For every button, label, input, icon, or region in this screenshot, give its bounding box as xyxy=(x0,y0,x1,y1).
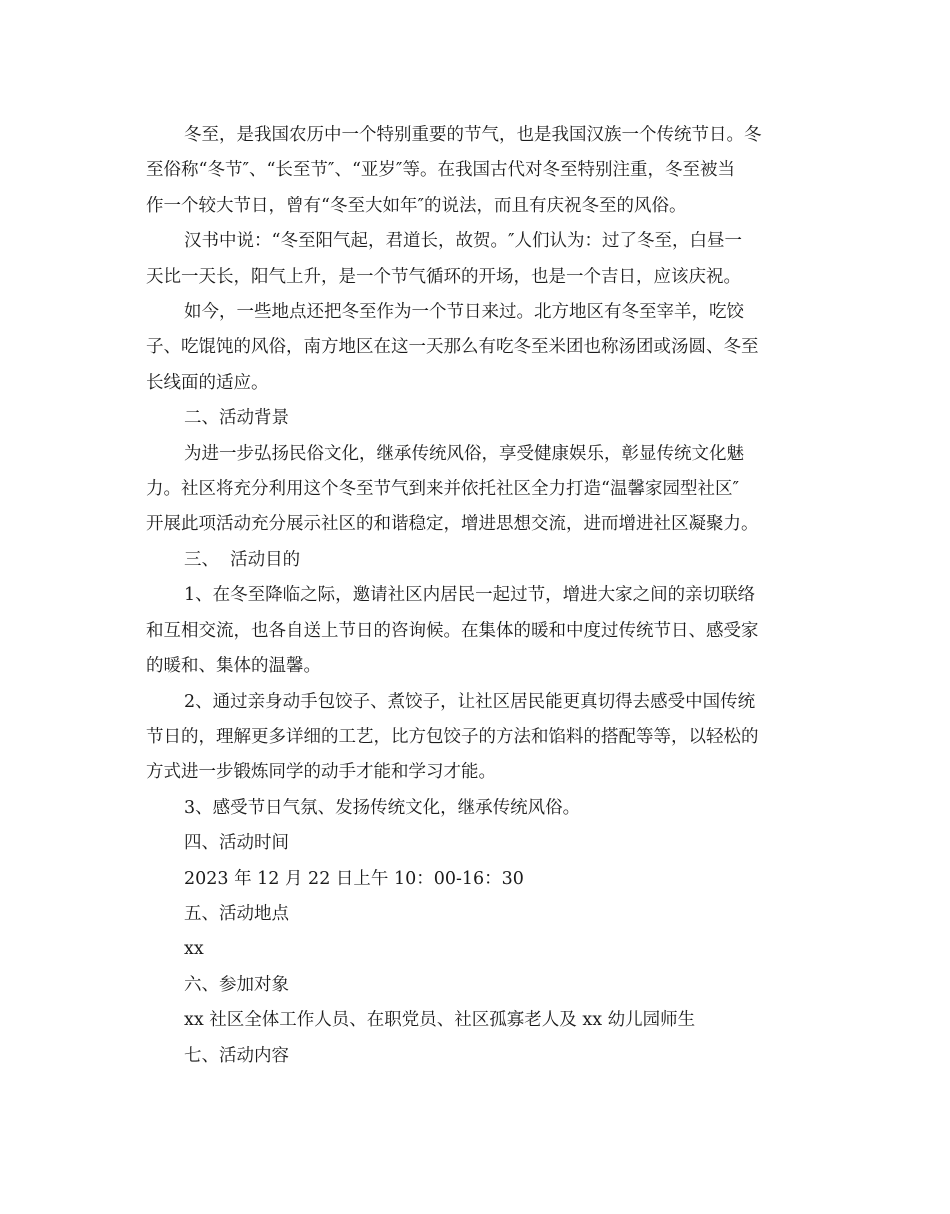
text-line: 天比一天长，阳气上升，是一个节气循环的开场，也是一个吉日，应该庆祝。 xyxy=(146,266,741,287)
section-heading-background xyxy=(146,401,811,436)
section-heading-location xyxy=(146,897,811,932)
text-line: 2、通过亲身动手包饺子、煮饺子，让社区居民能更真切得去感受中国传统 xyxy=(184,691,756,712)
paragraph-participants xyxy=(146,1003,811,1038)
heading-text: 五、活动地点 xyxy=(184,903,289,924)
section-heading-time xyxy=(146,826,811,861)
section-heading-content xyxy=(146,1039,811,1074)
heading-text: 四、活动时间 xyxy=(184,833,289,854)
text-line: 汉书中说：“冬至阳气起，君道长，故贺。″人们认为：过了冬至，白昼一 xyxy=(184,231,742,252)
text-line: 力。社区将充分利用这个冬至节气到来并依托社区全力打造“温馨家园型社区″ xyxy=(146,479,739,500)
paragraph-goal-3 xyxy=(146,791,811,826)
text-line: 如今，一些地点还把冬至作为一个节日来过。北方地区有冬至宰羊，吃饺 xyxy=(184,302,744,323)
paragraph-goal-1 xyxy=(146,578,811,684)
heading-text: 三、 活动目的 xyxy=(184,549,301,570)
text-line: 为进一步弘扬民俗文化，继承传统风俗，享受健康娱乐，彰显传统文化魅 xyxy=(184,443,744,464)
text-line: 开展此项活动充分展示社区的和谐稳定，增进思想交流，进而增进社区凝聚力。 xyxy=(146,514,759,535)
paragraph-time xyxy=(146,862,811,897)
text-line: 的暖和、集体的温馨。 xyxy=(146,656,321,677)
text-line: 方式进一步锻炼同学的动手才能和学习才能。 xyxy=(146,762,496,783)
paragraph-intro-1 xyxy=(146,118,811,224)
document-body xyxy=(146,118,811,1074)
text-line: 至俗称“冬节″、“长至节″、“亚岁″等。在我国古代对冬至特别注重，冬至被当 xyxy=(146,160,735,181)
paragraph-background xyxy=(146,437,811,543)
text-line: xx 社区全体工作人员、在职党员、社区孤寡老人及 xx 幼儿园师生 xyxy=(184,1010,696,1031)
text-line: 子、吃馄饨的风俗，南方地区在这一天那么有吃冬至米团也称汤团或汤圆、冬至 xyxy=(146,337,759,358)
heading-text: 七、活动内容 xyxy=(184,1045,289,1066)
paragraph-location xyxy=(146,932,811,967)
text-line: 作一个较大节日，曾有“冬至大如年″的说法，而且有庆祝冬至的风俗。 xyxy=(146,195,687,216)
paragraph-goal-2 xyxy=(146,685,811,791)
paragraph-intro-3 xyxy=(146,295,811,401)
heading-text: 二、活动背景 xyxy=(184,408,289,429)
text-line: 节日的，理解更多详细的工艺，比方包饺子的方法和馅料的搭配等等，以轻松的 xyxy=(146,726,759,747)
text-line: 冬至，是我国农历中一个特别重要的节气，也是我国汉族一个传统节日。冬 xyxy=(184,125,762,145)
text-line: xx xyxy=(184,939,204,960)
text-line: 1、在冬至降临之际，邀请社区内居民一起过节，增进大家之间的亲切联络 xyxy=(184,585,756,606)
text-line: 3、感受节日气氛、发扬传统文化，继承传统风俗。 xyxy=(184,797,581,818)
section-heading-goals xyxy=(146,543,811,578)
text-line: 和互相交流，也各自送上节日的咨询候。在集体的暖和中度过传统节日、感受家 xyxy=(146,620,759,641)
text-line: 长线面的适应。 xyxy=(146,372,269,393)
heading-text: 六、参加对象 xyxy=(184,974,289,995)
paragraph-intro-2 xyxy=(146,224,811,295)
text-line: 2023 年 12 月 22 日上午 10：00-16：30 xyxy=(184,868,524,889)
section-heading-participants xyxy=(146,968,811,1003)
